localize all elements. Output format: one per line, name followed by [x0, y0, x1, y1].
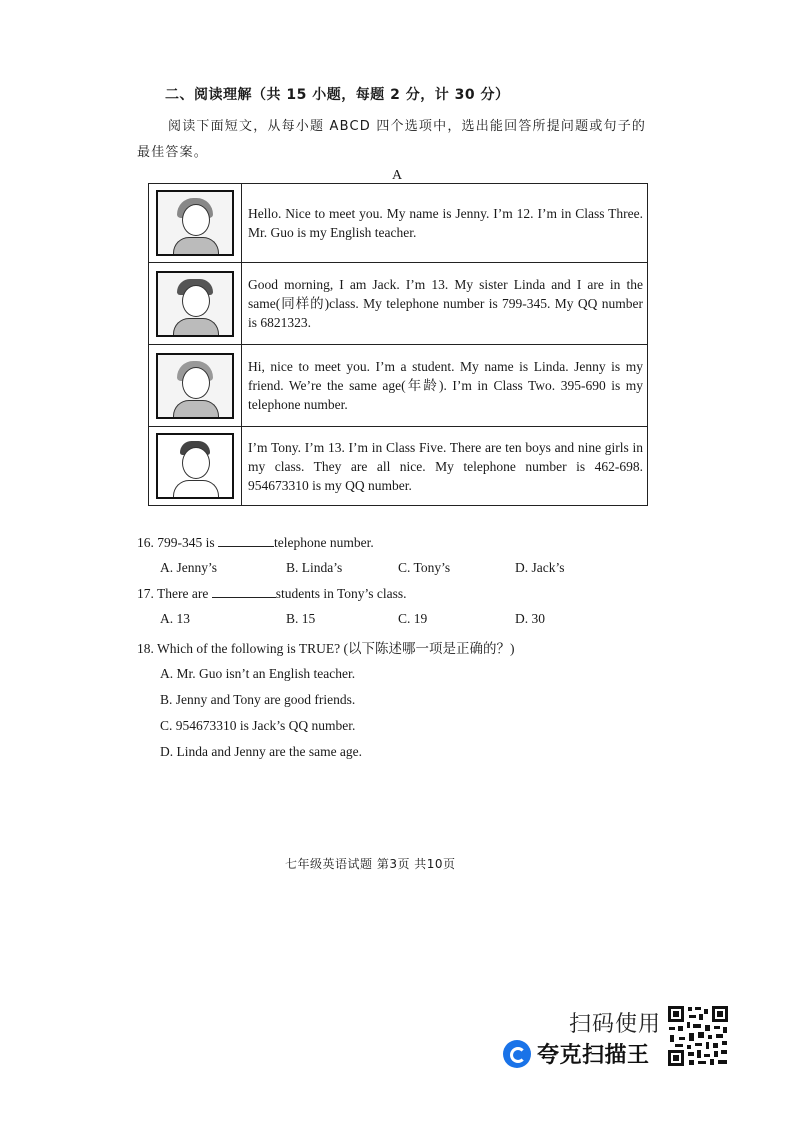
q17-option-b: B. 15 — [286, 611, 316, 626]
profile-text: Hi, nice to meet you. I’m a student. My name is Linda. Jenny is my friend. We’re the same age(年龄). I’m in Class Two. 395-690 is my telephone number. — [242, 345, 648, 427]
q16-option-d: D. Jack’s — [515, 560, 565, 575]
scanner-brand — [503, 1038, 650, 1069]
q17-option-c: C. 19 — [398, 611, 428, 626]
q17-option-d: D. 30 — [515, 611, 545, 626]
q16-option-c: C. Tony’s — [398, 560, 451, 575]
profile-row-tony — [149, 427, 648, 506]
question-16: 16. 799-345 is telephone number. — [137, 535, 374, 550]
portrait-cell — [149, 263, 242, 345]
instruction-line-2: 最佳答案。 — [137, 145, 209, 160]
jenny-portrait-image — [156, 190, 234, 256]
question-18: 18. Which of the following is TRUE? (以下陈述哪一项是正确的？) — [137, 641, 515, 656]
q18-option-a: A. Mr. Guo isn’t an English teacher. — [160, 666, 356, 681]
linda-portrait-image — [156, 353, 234, 419]
q16-option-a: A. Jenny’s — [160, 560, 217, 575]
qr-code-icon[interactable] — [667, 1005, 729, 1067]
q18-option-b: B. Jenny and Tony are good friends. — [160, 692, 356, 707]
profile-row-jack — [149, 263, 648, 345]
brand-name: 夸克扫描王 — [537, 1043, 650, 1068]
profile-text: I’m Tony. I’m 13. I’m in Class Five. There are ten boys and nine girls in my class. They are all nice. My telephone number is 462-698. 954673310 is my QQ number. — [242, 427, 648, 506]
tony-portrait-image — [156, 433, 234, 499]
passage-label: A — [392, 168, 403, 183]
profile-row-jenny — [149, 184, 648, 263]
jack-portrait-image — [156, 271, 234, 337]
portrait-cell — [149, 427, 242, 506]
scan-to-use-text: 扫码使用 — [569, 1012, 662, 1037]
q18-option-d: D. Linda and Jenny are the same age. — [160, 744, 363, 759]
q16-option-b: B. Linda’s — [286, 560, 343, 575]
q18-option-c: C. 954673310 is Jack’s QQ number. — [160, 718, 356, 733]
q17-option-a: A. 13 — [160, 611, 190, 626]
instruction-line-1: 阅读下面短文，从每小题 ABCD 四个选项中，选出能回答所提问题或句子的 — [168, 119, 647, 134]
question-17: 17. There are students in Tony’s class. — [137, 586, 407, 601]
profiles-table — [148, 183, 648, 506]
profile-text: Good morning, I am Jack. I’m 13. My sister Linda and I are in the same(同样的)class. My telephone number is 799-345. My QQ number is 6821323. — [242, 263, 648, 345]
portrait-cell — [149, 184, 242, 263]
answer-blank — [218, 534, 274, 547]
profile-row-linda — [149, 345, 648, 427]
quark-logo-icon — [503, 1040, 531, 1068]
profile-text: Hello. Nice to meet you. My name is Jenny. I’m 12. I’m in Class Three. Mr. Guo is my English teacher. — [242, 184, 648, 263]
portrait-cell — [149, 345, 242, 427]
page-footer: 七年级英语试题 第3页 共10页 — [285, 857, 456, 871]
answer-blank — [212, 585, 276, 598]
section-title: 二、阅读理解（共 15 小题，每题 2 分，计 30 分） — [165, 87, 510, 103]
